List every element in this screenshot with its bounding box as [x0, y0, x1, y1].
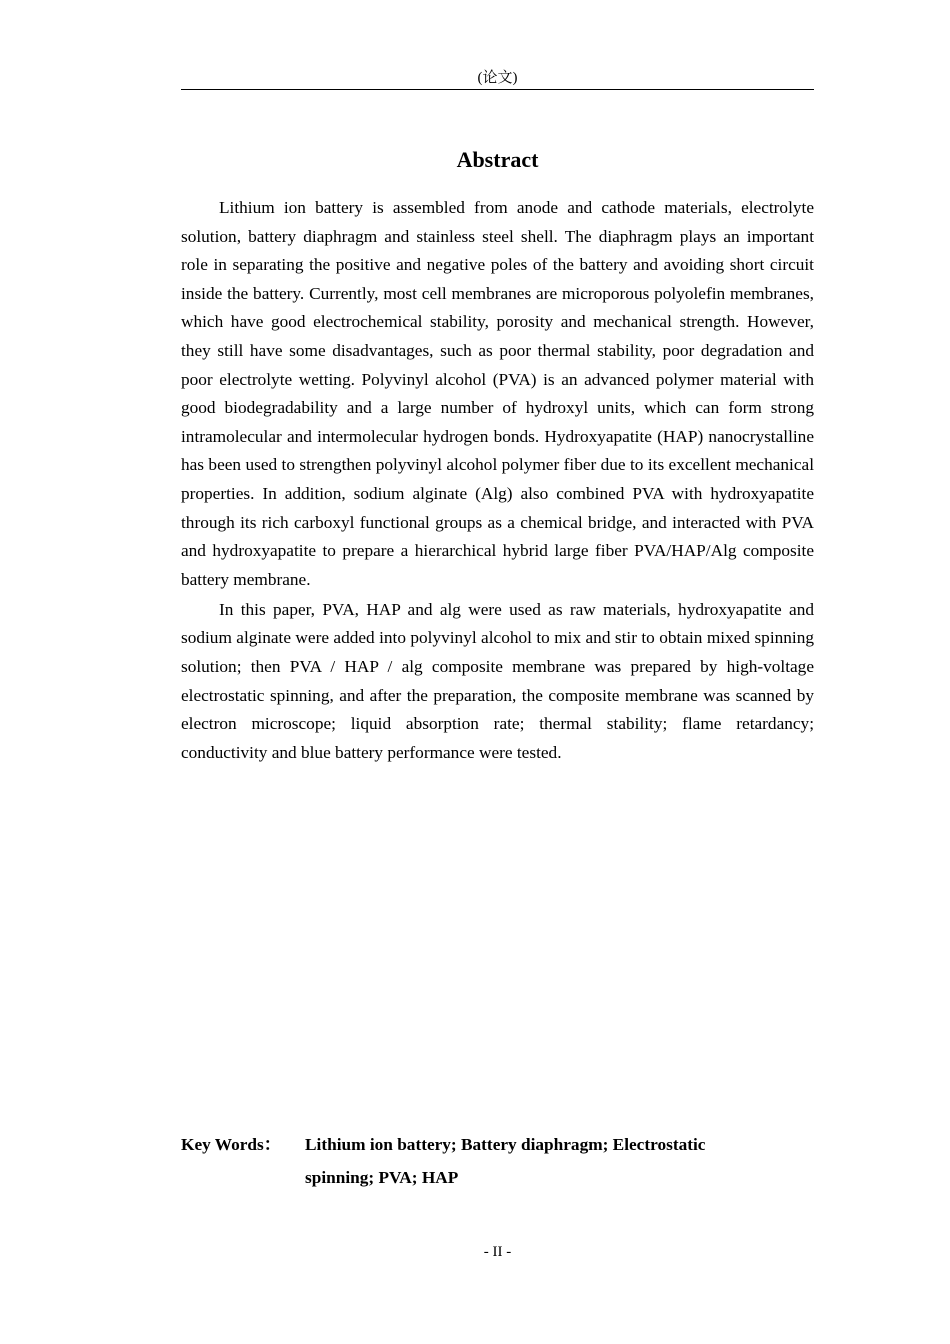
- abstract-body: [181, 194, 814, 769]
- keywords-label: Key Words：: [181, 1135, 282, 1154]
- abstract-paragraph-1: Lithium ion battery is assembled from anode and cathode materials, electrolyte solution, battery diaphragm and stainless steel shell. The diaphragm plays an important role in separating the positive and negative poles of the battery and avoiding short circuit inside the battery. Currently, most cell membranes are microporous polyolefin membranes, which have good electrochemical stability, porosity and mechanical strength. However, they still have some disadvantages, such as poor thermal stability, poor degradation and poor electrolyte wetting. Polyvinyl alcohol (PVA) is an advanced polymer material with good biodegradability and a large number of hydroxyl units, which can form strong intramolecular and intermolecular hydrogen bonds. Hydroxyapatite (HAP) nanocrystalline has been used to strengthen polyvinyl alcohol polymer fiber due to its excellent mechanical properties. In addition, sodium alginate (Alg) also combined PVA with hydroxyapatite through its rich carboxyl functional groups as a chemical bridge, and interacted with PVA and hydroxyapatite to prepare a hierarchical hybrid large fiber PVA/HAP/Alg composite battery membrane.: [181, 198, 814, 589]
- header-text: (论文): [477, 70, 518, 86]
- page-number: - II -: [483, 1244, 512, 1260]
- abstract-paragraph-2: In this paper, PVA, HAP and alg were used as raw materials, hydroxyapatite and sodium alginate were added into polyvinyl alcohol to mix and stir to obtain mixed spinning solution; then PVA / HAP / alg composite membrane was prepared by high-voltage electrostatic spinning, and after the preparation, the composite membrane was scanned by electron microscope; liquid absorption rate; thermal stability; flame retardancy; conductivity and blue battery performance were tested.: [181, 599, 814, 762]
- keywords-value: Lithium ion battery; Battery diaphragm; Electrostatic spinning; PVA; HAP: [305, 1135, 706, 1187]
- abstract-title: Abstract: [456, 147, 539, 172]
- page-header: [181, 67, 814, 90]
